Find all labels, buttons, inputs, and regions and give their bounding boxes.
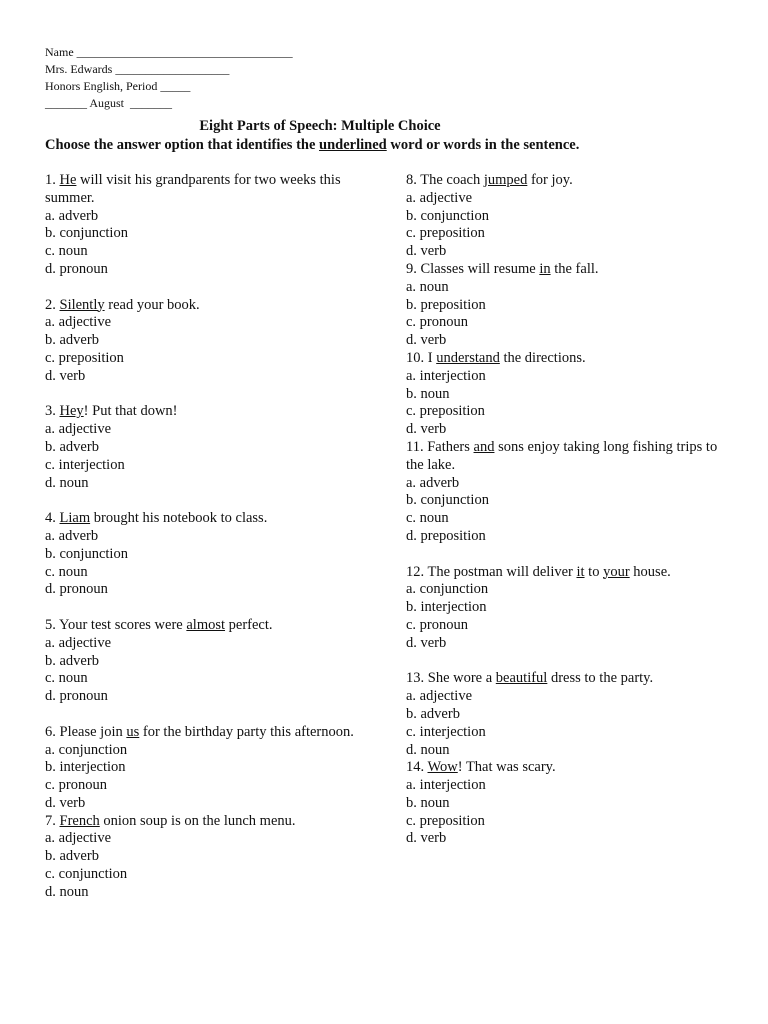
stem-text: dress to the party. <box>547 670 654 687</box>
question-stem <box>45 297 375 315</box>
stem-text: She wore a <box>424 670 496 687</box>
underlined-word: and <box>473 438 495 455</box>
stem-text: ! Put that down! <box>83 403 178 420</box>
stem-text: 2. <box>45 296 56 313</box>
question-6 <box>45 724 375 813</box>
question-stem <box>45 813 375 831</box>
stem-text: for the birthday party this afternoon. <box>139 723 354 740</box>
underlined-word: Wow <box>427 759 458 776</box>
question-10 <box>406 350 726 439</box>
question-8 <box>406 172 726 261</box>
class-line: Honors English, Period _____ <box>45 79 191 93</box>
question-7 <box>45 813 375 902</box>
question-1 <box>45 172 375 279</box>
instructions-after: word or words in the sentence. <box>386 137 580 153</box>
answer-option: b. noun <box>406 385 450 402</box>
answer-option: d. verb <box>406 634 447 651</box>
stem-text: 4. <box>45 510 56 527</box>
stem-text: Your test scores were <box>55 616 187 633</box>
answer-option: a. adverb <box>45 207 99 224</box>
question-5 <box>45 617 375 706</box>
answer-option: a. adjective <box>45 314 112 331</box>
answer-option: c. preposition <box>45 349 124 366</box>
stem-text: 11. <box>406 438 424 455</box>
stem-text: perfect. <box>225 616 273 633</box>
stem-text: house. <box>629 563 671 580</box>
question-stem <box>45 617 375 635</box>
answer-option: c. interjection <box>45 456 125 473</box>
answer-option: d. pronoun <box>45 581 108 598</box>
question-stem <box>45 172 375 208</box>
answer-option: c. noun <box>45 563 88 580</box>
answer-option: d. pronoun <box>45 688 108 705</box>
answer-option: a. noun <box>406 278 449 295</box>
underlined-word: Hey <box>59 403 84 420</box>
answer-option: a. adjective <box>45 634 112 651</box>
stem-text: Fathers <box>423 438 474 455</box>
underlined-word: Silently <box>59 296 105 313</box>
answer-option: c. conjunction <box>45 866 128 883</box>
teacher-line: Mrs. Edwards ___________________ <box>45 62 230 76</box>
answer-option: b. adverb <box>45 848 99 865</box>
stem-text: 7. <box>45 812 56 829</box>
answer-option: c. interjection <box>406 723 486 740</box>
instructions-before: Choose the answer option that identifies the <box>45 137 320 153</box>
question-13 <box>406 670 726 759</box>
stem-text: Please join <box>55 723 127 740</box>
underlined-word: French <box>59 812 100 829</box>
instructions <box>45 137 579 154</box>
date-line: _______ August _______ <box>45 96 173 110</box>
question-4 <box>45 510 375 599</box>
answer-option: b. interjection <box>45 759 126 776</box>
answer-option: b. noun <box>406 794 450 811</box>
question-stem <box>45 724 375 742</box>
right-column <box>406 172 726 866</box>
answer-option: d. preposition <box>406 527 486 544</box>
question-stem <box>406 670 726 688</box>
stem-text: 12. <box>406 563 425 580</box>
stem-text: 9. <box>406 260 417 277</box>
stem-text: will visit his grandparents for two weeks this summer. <box>45 172 341 206</box>
worksheet-title: Eight Parts of Speech: Multiple Choice <box>199 118 441 134</box>
answer-option: b. conjunction <box>406 207 489 224</box>
student-header <box>45 44 293 112</box>
underlined-word: it <box>576 563 585 580</box>
answer-option: d. noun <box>45 474 89 491</box>
answer-option: c. pronoun <box>45 777 108 794</box>
underlined-word: your <box>603 563 630 580</box>
stem-text: 3. <box>45 403 56 420</box>
underlined-word: us <box>126 723 140 740</box>
question-stem <box>406 172 726 190</box>
stem-text: read your book. <box>104 296 200 313</box>
stem-text: Classes will resume <box>416 260 540 277</box>
stem-text: sons enjoy taking long fishing trips to the lake. <box>406 438 718 473</box>
underlined-word: in <box>539 260 551 277</box>
stem-text: 13. <box>406 670 425 687</box>
stem-text: to <box>584 563 604 580</box>
stem-text: ! That was scary. <box>457 759 556 776</box>
answer-option: a. adverb <box>45 527 99 544</box>
answer-option: a. adjective <box>406 688 473 705</box>
answer-option: c. preposition <box>406 403 485 420</box>
stem-text: The postman will deliver <box>424 563 577 580</box>
answer-option: d. noun <box>406 741 450 758</box>
question-12 <box>406 564 726 653</box>
underlined-word: almost <box>186 616 226 633</box>
question-3 <box>45 403 375 492</box>
answer-option: a. interjection <box>406 367 486 384</box>
answer-option: c. noun <box>45 670 88 687</box>
answer-option: d. verb <box>45 367 86 384</box>
stem-text: 8. <box>406 172 417 188</box>
answer-option: d. verb <box>406 421 447 438</box>
stem-text: onion soup is on the lunch menu. <box>99 812 296 829</box>
answer-option: d. verb <box>406 243 447 260</box>
stem-text: 5. <box>45 616 56 633</box>
answer-option: b. adverb <box>45 332 99 349</box>
answer-option: b. adverb <box>45 652 99 669</box>
answer-option: a. adjective <box>45 830 112 847</box>
answer-option: b. conjunction <box>406 492 489 509</box>
stem-text: 14. <box>406 759 425 776</box>
answer-option: c. preposition <box>406 812 485 829</box>
question-stem <box>406 261 726 279</box>
stem-text: I <box>424 349 437 366</box>
answer-option: c. noun <box>45 243 88 260</box>
answer-option: d. pronoun <box>45 260 108 277</box>
answer-option: d. verb <box>45 794 86 811</box>
instructions-underlined: underlined <box>319 137 387 153</box>
name-line: Name ____________________________________ <box>45 45 293 59</box>
underlined-word: understand <box>436 349 500 366</box>
answer-option: a. interjection <box>406 777 486 794</box>
stem-text: 10. <box>406 349 425 366</box>
question-11 <box>406 439 726 546</box>
answer-option: b. adverb <box>45 438 99 455</box>
underlined-word: Liam <box>59 510 91 527</box>
stem-text: the directions. <box>499 349 586 366</box>
answer-option: a. conjunction <box>406 581 489 598</box>
question-stem <box>45 510 375 528</box>
underlined-word: He <box>59 172 77 188</box>
question-2 <box>45 297 375 386</box>
answer-option: a. adverb <box>406 474 460 491</box>
question-9 <box>406 261 726 350</box>
underlined-word: beautiful <box>495 670 548 687</box>
answer-option: a. adjective <box>406 189 473 206</box>
answer-option: c. preposition <box>406 225 485 242</box>
answer-option: d. verb <box>406 332 447 349</box>
answer-option: b. interjection <box>406 599 487 616</box>
answer-option: c. pronoun <box>406 314 469 331</box>
question-stem <box>406 350 726 368</box>
answer-option: c. noun <box>406 510 449 527</box>
answer-option: b. conjunction <box>45 545 128 562</box>
question-stem <box>45 403 375 421</box>
question-stem <box>406 564 726 582</box>
question-stem <box>406 439 726 475</box>
underlined-word: jumped <box>483 172 528 188</box>
stem-text: the fall. <box>550 260 599 277</box>
answer-option: a. conjunction <box>45 741 128 758</box>
stem-text: 6. <box>45 723 56 740</box>
answer-option: c. pronoun <box>406 616 469 633</box>
question-stem <box>406 759 726 777</box>
answer-option: b. preposition <box>406 296 486 313</box>
question-14 <box>406 759 726 848</box>
stem-text: brought his notebook to class. <box>90 510 268 527</box>
answer-option: b. adverb <box>406 705 460 722</box>
answer-option: a. adjective <box>45 421 112 438</box>
stem-text: 1. <box>45 172 56 188</box>
answer-option: b. conjunction <box>45 225 128 242</box>
stem-text: for joy. <box>527 172 573 188</box>
answer-option: d. noun <box>45 883 89 900</box>
answer-option: d. verb <box>406 830 447 847</box>
stem-text: The coach <box>416 172 484 188</box>
left-column <box>45 172 375 919</box>
